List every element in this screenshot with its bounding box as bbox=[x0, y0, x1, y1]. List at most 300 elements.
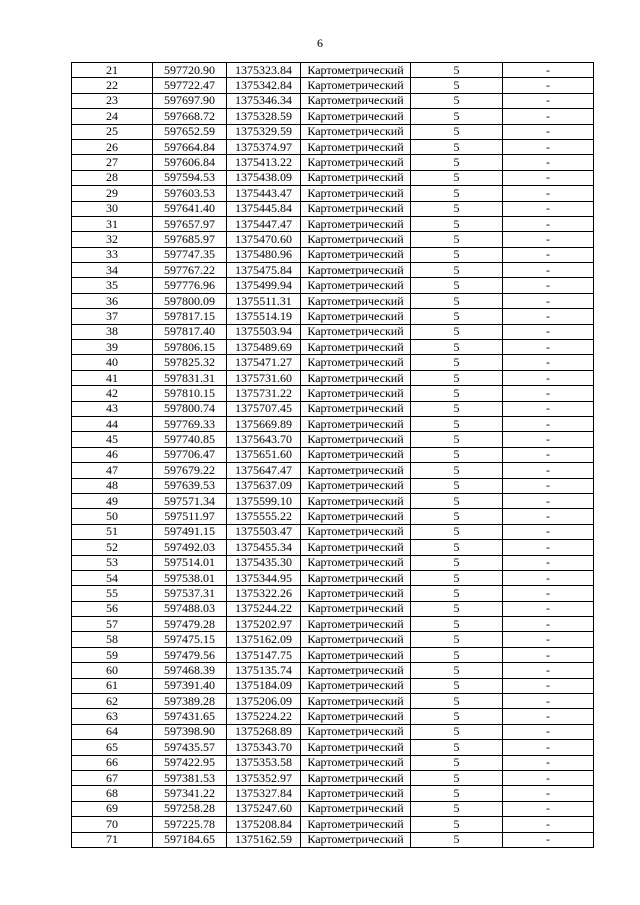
point-number-cell: 55 bbox=[72, 586, 153, 601]
table-row bbox=[72, 401, 594, 416]
method-cell: Картометрический bbox=[301, 817, 411, 832]
method-cell: Картометрический bbox=[301, 463, 411, 478]
y-coordinate-cell: 1375346.34 bbox=[227, 93, 301, 108]
table-row bbox=[72, 386, 594, 401]
y-coordinate-cell: 1375503.47 bbox=[227, 524, 301, 539]
table-row bbox=[72, 247, 594, 262]
x-coordinate-cell: 597767.22 bbox=[153, 263, 227, 278]
x-coordinate-cell: 597479.56 bbox=[153, 647, 227, 662]
note-cell: - bbox=[503, 93, 594, 108]
x-coordinate-cell: 597740.85 bbox=[153, 432, 227, 447]
y-coordinate-cell: 1375445.84 bbox=[227, 201, 301, 216]
point-number-cell: 51 bbox=[72, 524, 153, 539]
point-number-cell: 67 bbox=[72, 770, 153, 785]
point-number-cell: 71 bbox=[72, 832, 153, 847]
y-coordinate-cell: 1375489.69 bbox=[227, 340, 301, 355]
accuracy-cell: 5 bbox=[411, 201, 503, 216]
x-coordinate-cell: 597641.40 bbox=[153, 201, 227, 216]
accuracy-cell: 5 bbox=[411, 555, 503, 570]
x-coordinate-cell: 597422.95 bbox=[153, 755, 227, 770]
y-coordinate-cell: 1375162.09 bbox=[227, 632, 301, 647]
table-row bbox=[72, 801, 594, 816]
point-number-cell: 47 bbox=[72, 463, 153, 478]
table-row bbox=[72, 740, 594, 755]
y-coordinate-cell: 1375344.95 bbox=[227, 570, 301, 585]
method-cell: Картометрический bbox=[301, 601, 411, 616]
table-row bbox=[72, 663, 594, 678]
method-cell: Картометрический bbox=[301, 786, 411, 801]
method-cell: Картометрический bbox=[301, 586, 411, 601]
point-number-cell: 30 bbox=[72, 201, 153, 216]
note-cell: - bbox=[503, 432, 594, 447]
x-coordinate-cell: 597511.97 bbox=[153, 509, 227, 524]
point-number-cell: 40 bbox=[72, 355, 153, 370]
x-coordinate-cell: 597468.39 bbox=[153, 663, 227, 678]
accuracy-cell: 5 bbox=[411, 355, 503, 370]
method-cell: Картометрический bbox=[301, 540, 411, 555]
x-coordinate-cell: 597776.96 bbox=[153, 278, 227, 293]
x-coordinate-cell: 597571.34 bbox=[153, 493, 227, 508]
point-number-cell: 37 bbox=[72, 309, 153, 324]
accuracy-cell: 5 bbox=[411, 447, 503, 462]
table-row bbox=[72, 109, 594, 124]
table-row bbox=[72, 586, 594, 601]
x-coordinate-cell: 597685.97 bbox=[153, 232, 227, 247]
x-coordinate-cell: 597769.33 bbox=[153, 416, 227, 431]
method-cell: Картометрический bbox=[301, 263, 411, 278]
accuracy-cell: 5 bbox=[411, 216, 503, 231]
x-coordinate-cell: 597657.97 bbox=[153, 216, 227, 231]
method-cell: Картометрический bbox=[301, 170, 411, 185]
point-number-cell: 68 bbox=[72, 786, 153, 801]
page-number: 6 bbox=[317, 36, 323, 50]
method-cell: Картометрический bbox=[301, 309, 411, 324]
table-row bbox=[72, 93, 594, 108]
point-number-cell: 36 bbox=[72, 293, 153, 308]
x-coordinate-cell: 597492.03 bbox=[153, 540, 227, 555]
y-coordinate-cell: 1375162.59 bbox=[227, 832, 301, 847]
note-cell: - bbox=[503, 617, 594, 632]
point-number-cell: 32 bbox=[72, 232, 153, 247]
y-coordinate-cell: 1375471.27 bbox=[227, 355, 301, 370]
note-cell: - bbox=[503, 786, 594, 801]
table-row bbox=[72, 324, 594, 339]
accuracy-cell: 5 bbox=[411, 324, 503, 339]
note-cell: - bbox=[503, 232, 594, 247]
x-coordinate-cell: 597398.90 bbox=[153, 724, 227, 739]
note-cell: - bbox=[503, 555, 594, 570]
note-cell: - bbox=[503, 463, 594, 478]
table-row bbox=[72, 709, 594, 724]
note-cell: - bbox=[503, 801, 594, 816]
y-coordinate-cell: 1375438.09 bbox=[227, 170, 301, 185]
accuracy-cell: 5 bbox=[411, 155, 503, 170]
table-row bbox=[72, 647, 594, 662]
accuracy-cell: 5 bbox=[411, 617, 503, 632]
point-number-cell: 24 bbox=[72, 109, 153, 124]
note-cell: - bbox=[503, 278, 594, 293]
y-coordinate-cell: 1375499.94 bbox=[227, 278, 301, 293]
table-row bbox=[72, 493, 594, 508]
x-coordinate-cell: 597431.65 bbox=[153, 709, 227, 724]
note-cell: - bbox=[503, 632, 594, 647]
x-coordinate-cell: 597825.32 bbox=[153, 355, 227, 370]
note-cell: - bbox=[503, 524, 594, 539]
note-cell: - bbox=[503, 678, 594, 693]
accuracy-cell: 5 bbox=[411, 755, 503, 770]
point-number-cell: 50 bbox=[72, 509, 153, 524]
method-cell: Картометрический bbox=[301, 216, 411, 231]
y-coordinate-cell: 1375244.22 bbox=[227, 601, 301, 616]
method-cell: Картометрический bbox=[301, 709, 411, 724]
note-cell: - bbox=[503, 340, 594, 355]
method-cell: Картометрический bbox=[301, 232, 411, 247]
accuracy-cell: 5 bbox=[411, 524, 503, 539]
method-cell: Картометрический bbox=[301, 293, 411, 308]
table-row bbox=[72, 432, 594, 447]
table-row bbox=[72, 155, 594, 170]
accuracy-cell: 5 bbox=[411, 817, 503, 832]
note-cell: - bbox=[503, 663, 594, 678]
note-cell: - bbox=[503, 186, 594, 201]
table-row bbox=[72, 63, 594, 78]
x-coordinate-cell: 597664.84 bbox=[153, 139, 227, 154]
y-coordinate-cell: 1375328.59 bbox=[227, 109, 301, 124]
accuracy-cell: 5 bbox=[411, 724, 503, 739]
method-cell: Картометрический bbox=[301, 555, 411, 570]
note-cell: - bbox=[503, 216, 594, 231]
point-number-cell: 57 bbox=[72, 617, 153, 632]
y-coordinate-cell: 1375224.22 bbox=[227, 709, 301, 724]
point-number-cell: 61 bbox=[72, 678, 153, 693]
method-cell: Картометрический bbox=[301, 370, 411, 385]
note-cell: - bbox=[503, 540, 594, 555]
accuracy-cell: 5 bbox=[411, 540, 503, 555]
note-cell: - bbox=[503, 355, 594, 370]
accuracy-cell: 5 bbox=[411, 232, 503, 247]
point-number-cell: 29 bbox=[72, 186, 153, 201]
point-number-cell: 26 bbox=[72, 139, 153, 154]
table-row bbox=[72, 478, 594, 493]
table-row bbox=[72, 601, 594, 616]
accuracy-cell: 5 bbox=[411, 801, 503, 816]
y-coordinate-cell: 1375342.84 bbox=[227, 78, 301, 93]
note-cell: - bbox=[503, 478, 594, 493]
accuracy-cell: 5 bbox=[411, 601, 503, 616]
x-coordinate-cell: 597810.15 bbox=[153, 386, 227, 401]
method-cell: Картометрический bbox=[301, 63, 411, 78]
y-coordinate-cell: 1375514.19 bbox=[227, 309, 301, 324]
note-cell: - bbox=[503, 124, 594, 139]
point-number-cell: 31 bbox=[72, 216, 153, 231]
x-coordinate-cell: 597389.28 bbox=[153, 694, 227, 709]
x-coordinate-cell: 597639.53 bbox=[153, 478, 227, 493]
note-cell: - bbox=[503, 770, 594, 785]
point-number-cell: 62 bbox=[72, 694, 153, 709]
x-coordinate-cell: 597817.40 bbox=[153, 324, 227, 339]
x-coordinate-cell: 597391.40 bbox=[153, 678, 227, 693]
point-number-cell: 35 bbox=[72, 278, 153, 293]
x-coordinate-cell: 597225.78 bbox=[153, 817, 227, 832]
note-cell: - bbox=[503, 139, 594, 154]
y-coordinate-cell: 1375643.70 bbox=[227, 432, 301, 447]
point-number-cell: 38 bbox=[72, 324, 153, 339]
accuracy-cell: 5 bbox=[411, 170, 503, 185]
y-coordinate-cell: 1375202.97 bbox=[227, 617, 301, 632]
y-coordinate-cell: 1375511.31 bbox=[227, 293, 301, 308]
table-row bbox=[72, 509, 594, 524]
x-coordinate-cell: 597184.65 bbox=[153, 832, 227, 847]
method-cell: Картометрический bbox=[301, 432, 411, 447]
table-row bbox=[72, 786, 594, 801]
coordinates-table-body bbox=[72, 63, 594, 848]
x-coordinate-cell: 597720.90 bbox=[153, 63, 227, 78]
note-cell: - bbox=[503, 78, 594, 93]
note-cell: - bbox=[503, 201, 594, 216]
method-cell: Картометрический bbox=[301, 324, 411, 339]
x-coordinate-cell: 597514.01 bbox=[153, 555, 227, 570]
point-number-cell: 34 bbox=[72, 263, 153, 278]
accuracy-cell: 5 bbox=[411, 263, 503, 278]
y-coordinate-cell: 1375343.70 bbox=[227, 740, 301, 755]
y-coordinate-cell: 1375184.09 bbox=[227, 678, 301, 693]
point-number-cell: 48 bbox=[72, 478, 153, 493]
method-cell: Картометрический bbox=[301, 386, 411, 401]
method-cell: Картометрический bbox=[301, 740, 411, 755]
note-cell: - bbox=[503, 247, 594, 262]
note-cell: - bbox=[503, 401, 594, 416]
table-row bbox=[72, 632, 594, 647]
accuracy-cell: 5 bbox=[411, 509, 503, 524]
method-cell: Картометрический bbox=[301, 694, 411, 709]
point-number-cell: 49 bbox=[72, 493, 153, 508]
accuracy-cell: 5 bbox=[411, 78, 503, 93]
x-coordinate-cell: 597722.47 bbox=[153, 78, 227, 93]
table-row bbox=[72, 463, 594, 478]
method-cell: Картометрический bbox=[301, 570, 411, 585]
note-cell: - bbox=[503, 386, 594, 401]
y-coordinate-cell: 1375599.10 bbox=[227, 493, 301, 508]
accuracy-cell: 5 bbox=[411, 463, 503, 478]
point-number-cell: 23 bbox=[72, 93, 153, 108]
table-row bbox=[72, 694, 594, 709]
accuracy-cell: 5 bbox=[411, 416, 503, 431]
y-coordinate-cell: 1375323.84 bbox=[227, 63, 301, 78]
accuracy-cell: 5 bbox=[411, 663, 503, 678]
y-coordinate-cell: 1375443.47 bbox=[227, 186, 301, 201]
method-cell: Картометрический bbox=[301, 647, 411, 662]
x-coordinate-cell: 597341.22 bbox=[153, 786, 227, 801]
x-coordinate-cell: 597435.57 bbox=[153, 740, 227, 755]
x-coordinate-cell: 597668.72 bbox=[153, 109, 227, 124]
accuracy-cell: 5 bbox=[411, 186, 503, 201]
x-coordinate-cell: 597488.03 bbox=[153, 601, 227, 616]
accuracy-cell: 5 bbox=[411, 647, 503, 662]
point-number-cell: 56 bbox=[72, 601, 153, 616]
note-cell: - bbox=[503, 709, 594, 724]
point-number-cell: 60 bbox=[72, 663, 153, 678]
accuracy-cell: 5 bbox=[411, 632, 503, 647]
x-coordinate-cell: 597258.28 bbox=[153, 801, 227, 816]
accuracy-cell: 5 bbox=[411, 709, 503, 724]
x-coordinate-cell: 597538.01 bbox=[153, 570, 227, 585]
method-cell: Картометрический bbox=[301, 93, 411, 108]
x-coordinate-cell: 597491.15 bbox=[153, 524, 227, 539]
method-cell: Картометрический bbox=[301, 247, 411, 262]
y-coordinate-cell: 1375447.47 bbox=[227, 216, 301, 231]
point-number-cell: 65 bbox=[72, 740, 153, 755]
method-cell: Картометрический bbox=[301, 109, 411, 124]
y-coordinate-cell: 1375247.60 bbox=[227, 801, 301, 816]
point-number-cell: 59 bbox=[72, 647, 153, 662]
note-cell: - bbox=[503, 601, 594, 616]
method-cell: Картометрический bbox=[301, 770, 411, 785]
method-cell: Картометрический bbox=[301, 663, 411, 678]
y-coordinate-cell: 1375647.47 bbox=[227, 463, 301, 478]
x-coordinate-cell: 597706.47 bbox=[153, 447, 227, 462]
y-coordinate-cell: 1375669.89 bbox=[227, 416, 301, 431]
coordinates-table bbox=[71, 62, 594, 848]
table-row bbox=[72, 416, 594, 431]
y-coordinate-cell: 1375651.60 bbox=[227, 447, 301, 462]
point-number-cell: 70 bbox=[72, 817, 153, 832]
x-coordinate-cell: 597537.31 bbox=[153, 586, 227, 601]
method-cell: Картометрический bbox=[301, 632, 411, 647]
point-number-cell: 66 bbox=[72, 755, 153, 770]
table-row bbox=[72, 170, 594, 185]
table-row bbox=[72, 278, 594, 293]
point-number-cell: 45 bbox=[72, 432, 153, 447]
accuracy-cell: 5 bbox=[411, 770, 503, 785]
note-cell: - bbox=[503, 724, 594, 739]
x-coordinate-cell: 597806.15 bbox=[153, 340, 227, 355]
accuracy-cell: 5 bbox=[411, 478, 503, 493]
table-row bbox=[72, 755, 594, 770]
y-coordinate-cell: 1375470.60 bbox=[227, 232, 301, 247]
method-cell: Картометрический bbox=[301, 524, 411, 539]
accuracy-cell: 5 bbox=[411, 678, 503, 693]
y-coordinate-cell: 1375707.45 bbox=[227, 401, 301, 416]
method-cell: Картометрический bbox=[301, 416, 411, 431]
note-cell: - bbox=[503, 109, 594, 124]
note-cell: - bbox=[503, 293, 594, 308]
x-coordinate-cell: 597747.35 bbox=[153, 247, 227, 262]
accuracy-cell: 5 bbox=[411, 63, 503, 78]
y-coordinate-cell: 1375353.58 bbox=[227, 755, 301, 770]
y-coordinate-cell: 1375731.60 bbox=[227, 370, 301, 385]
note-cell: - bbox=[503, 170, 594, 185]
table-row bbox=[72, 340, 594, 355]
table-row bbox=[72, 293, 594, 308]
point-number-cell: 58 bbox=[72, 632, 153, 647]
accuracy-cell: 5 bbox=[411, 278, 503, 293]
point-number-cell: 63 bbox=[72, 709, 153, 724]
y-coordinate-cell: 1375327.84 bbox=[227, 786, 301, 801]
table-row bbox=[72, 201, 594, 216]
accuracy-cell: 5 bbox=[411, 247, 503, 262]
method-cell: Картометрический bbox=[301, 155, 411, 170]
table-row bbox=[72, 570, 594, 585]
table-row bbox=[72, 355, 594, 370]
y-coordinate-cell: 1375206.09 bbox=[227, 694, 301, 709]
point-number-cell: 22 bbox=[72, 78, 153, 93]
x-coordinate-cell: 597479.28 bbox=[153, 617, 227, 632]
accuracy-cell: 5 bbox=[411, 493, 503, 508]
y-coordinate-cell: 1375555.22 bbox=[227, 509, 301, 524]
note-cell: - bbox=[503, 324, 594, 339]
y-coordinate-cell: 1375413.22 bbox=[227, 155, 301, 170]
point-number-cell: 43 bbox=[72, 401, 153, 416]
method-cell: Картометрический bbox=[301, 124, 411, 139]
accuracy-cell: 5 bbox=[411, 370, 503, 385]
note-cell: - bbox=[503, 647, 594, 662]
y-coordinate-cell: 1375503.94 bbox=[227, 324, 301, 339]
method-cell: Картометрический bbox=[301, 801, 411, 816]
point-number-cell: 53 bbox=[72, 555, 153, 570]
x-coordinate-cell: 597800.74 bbox=[153, 401, 227, 416]
y-coordinate-cell: 1375147.75 bbox=[227, 647, 301, 662]
method-cell: Картометрический bbox=[301, 509, 411, 524]
method-cell: Картометрический bbox=[301, 755, 411, 770]
note-cell: - bbox=[503, 586, 594, 601]
note-cell: - bbox=[503, 155, 594, 170]
method-cell: Картометрический bbox=[301, 201, 411, 216]
y-coordinate-cell: 1375374.97 bbox=[227, 139, 301, 154]
point-number-cell: 28 bbox=[72, 170, 153, 185]
y-coordinate-cell: 1375480.96 bbox=[227, 247, 301, 262]
method-cell: Картометрический bbox=[301, 78, 411, 93]
y-coordinate-cell: 1375135.74 bbox=[227, 663, 301, 678]
x-coordinate-cell: 597800.09 bbox=[153, 293, 227, 308]
point-number-cell: 41 bbox=[72, 370, 153, 385]
accuracy-cell: 5 bbox=[411, 139, 503, 154]
note-cell: - bbox=[503, 570, 594, 585]
x-coordinate-cell: 597381.53 bbox=[153, 770, 227, 785]
table-row bbox=[72, 186, 594, 201]
table-row bbox=[72, 263, 594, 278]
note-cell: - bbox=[503, 817, 594, 832]
x-coordinate-cell: 597831.31 bbox=[153, 370, 227, 385]
x-coordinate-cell: 597603.53 bbox=[153, 186, 227, 201]
accuracy-cell: 5 bbox=[411, 386, 503, 401]
note-cell: - bbox=[503, 370, 594, 385]
table-row bbox=[72, 124, 594, 139]
accuracy-cell: 5 bbox=[411, 93, 503, 108]
point-number-cell: 54 bbox=[72, 570, 153, 585]
point-number-cell: 44 bbox=[72, 416, 153, 431]
note-cell: - bbox=[503, 694, 594, 709]
x-coordinate-cell: 597697.90 bbox=[153, 93, 227, 108]
point-number-cell: 33 bbox=[72, 247, 153, 262]
method-cell: Картометрический bbox=[301, 493, 411, 508]
table-row bbox=[72, 555, 594, 570]
x-coordinate-cell: 597475.15 bbox=[153, 632, 227, 647]
method-cell: Картометрический bbox=[301, 186, 411, 201]
y-coordinate-cell: 1375731.22 bbox=[227, 386, 301, 401]
method-cell: Картометрический bbox=[301, 340, 411, 355]
point-number-cell: 46 bbox=[72, 447, 153, 462]
note-cell: - bbox=[503, 447, 594, 462]
table-row bbox=[72, 678, 594, 693]
note-cell: - bbox=[503, 309, 594, 324]
point-number-cell: 21 bbox=[72, 63, 153, 78]
note-cell: - bbox=[503, 740, 594, 755]
accuracy-cell: 5 bbox=[411, 786, 503, 801]
point-number-cell: 27 bbox=[72, 155, 153, 170]
table-row bbox=[72, 139, 594, 154]
table-row bbox=[72, 309, 594, 324]
method-cell: Картометрический bbox=[301, 401, 411, 416]
